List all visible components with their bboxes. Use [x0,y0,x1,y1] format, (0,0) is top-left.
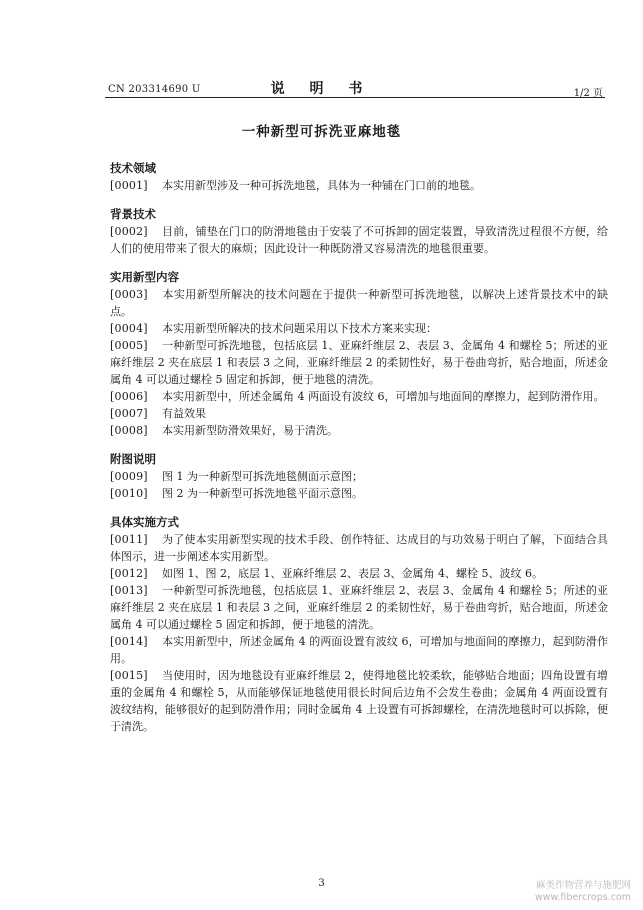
header-divider [105,97,605,98]
paragraph-text: 图 1 为一种新型可拆洗地毯侧面示意图； [162,470,363,483]
paragraph [110,485,608,502]
paragraph-text: 一种新型可拆洗地毯，包括底层 1、亚麻纤维层 2、表层 3、金属角 4 和螺栓 5；所述的亚麻纤维层 2 夹在底层 1 和表层 3 之间，亚麻纤维层 2 的柔韧性好，易于卷曲弯折，贴合地面，所述金属角 4 可以通过螺栓 5 固定和拆卸，便于地毯的清洗。 [110,584,608,631]
paragraph-text: 本实用新型中，所述金属角 4 的两面设置有波纹 6，可增加与地面间的摩擦力，起到防滑作用。 [110,635,608,665]
paragraph [110,667,608,735]
paragraph-number: [0001] [110,179,148,192]
paragraph [110,422,608,439]
paragraph-number: [0002] [110,225,148,238]
section-heading: 具体实施方式 [110,515,179,529]
paragraph [110,582,608,633]
paragraph [110,320,608,337]
paragraph-number: [0005] [110,339,148,352]
paragraph-text: 一种新型可拆洗地毯，包括底层 1、亚麻纤维层 2、表层 3、金属角 4 和螺栓 5；所述的亚麻纤维层 2 夹在底层 1 和表层 3 之间，亚麻纤维层 2 的柔韧性好，易于卷曲弯折，贴合地面，所述金属角 4 可以通过螺栓 5 固定和拆卸，便于地毯的清洗。 [110,339,608,386]
paragraph-text: 如图 1、图 2，底层 1、亚麻纤维层 2、表层 3、金属角 4、螺栓 5、波纹 6。 [162,567,543,580]
paragraph-number: [0004] [110,322,148,335]
paragraph-text: 本实用新型防滑效果好，易于清洗。 [162,424,338,437]
paragraph-number: [0006] [110,390,148,403]
paragraph-text: 图 2 为一种新型可拆洗地毯平面示意图。 [162,487,363,500]
paragraph-text: 为了使本实用新型实现的技术手段、创作特征、达成目的与功效易于明白了解，下面结合具体图示，进一步阐述本实用新型。 [110,533,608,563]
paragraph-text: 目前，铺垫在门口的防滑地毯由于安装了不可拆卸的固定装置，导致清洗过程很不方便，给人们的使用带来了很大的麻烦；因此设计一种既防滑又容易清洗的地毯很重要。 [110,225,608,255]
paragraph-text: 有益效果 [162,407,206,420]
section-heading: 附图说明 [110,452,156,466]
watermark-line-1: 麻类作物营养与施肥网 [535,880,631,891]
paragraph [110,177,608,194]
paragraph-number: [0012] [110,567,148,580]
paragraph-number: [0014] [110,635,148,648]
paragraph-number: [0011] [110,533,148,546]
paragraph-number: [0015] [110,669,148,682]
watermark [535,880,631,904]
document-title: 一种新型可拆洗亚麻地毯 [241,124,402,140]
paragraph-text: 本实用新型涉及一种可拆洗地毯，具体为一种铺在门口前的地毯。 [162,179,481,192]
paragraph-text: 本实用新型所解决的技术问题采用以下技术方案来实现： [162,322,437,335]
paragraph-text: 当使用时，因为地毯设有亚麻纤维层 2，使得地毯比较柔软，能够贴合地面；四角设置有增重的金属角 4 和螺栓 5，从而能够保证地毯使用很长时间后边角不会发生卷曲；金属角 4 两面设置有波纹结构，能够很好的起到防滑作用；同时金属角 4 上设置有可拆卸螺栓，在清洗地毯时可以拆除，便于清洗。 [110,669,608,733]
watermark-line-2: www.fibercrops.com [534,892,631,903]
paragraph [110,223,608,257]
paragraph [110,286,608,320]
document-body [110,160,608,735]
paragraph [110,565,608,582]
paragraph-number: [0003] [110,288,148,301]
page-number: 3 [318,878,325,889]
paragraph-text: 本实用新型中，所述金属角 4 两面设有波纹 6，可增加与地面间的摩擦力，起到防滑作用。 [162,390,605,403]
paragraph [110,468,608,485]
paragraph [110,405,608,422]
paragraph-number: [0013] [110,584,148,597]
paragraph-number: [0010] [110,487,148,500]
paragraph-number: [0007] [110,407,148,420]
section-heading: 背景技术 [110,207,156,221]
doc-number: CN 203314690 U [108,84,201,95]
section-heading: 实用新型内容 [110,270,179,284]
paragraph-text: 本实用新型所解决的技术问题在于提供一种新型可拆洗地毯，以解决上述背景技术中的缺点。 [110,288,608,318]
paragraph [110,337,608,388]
paragraph [110,388,608,405]
header-title: 说 明 书 [270,81,373,97]
paragraph [110,633,608,667]
paragraph-number: [0009] [110,470,148,483]
page-indicator: 1/2 页 [573,88,603,99]
section-heading: 技术领域 [110,161,156,175]
paragraph-number: [0008] [110,424,148,437]
paragraph [110,531,608,565]
